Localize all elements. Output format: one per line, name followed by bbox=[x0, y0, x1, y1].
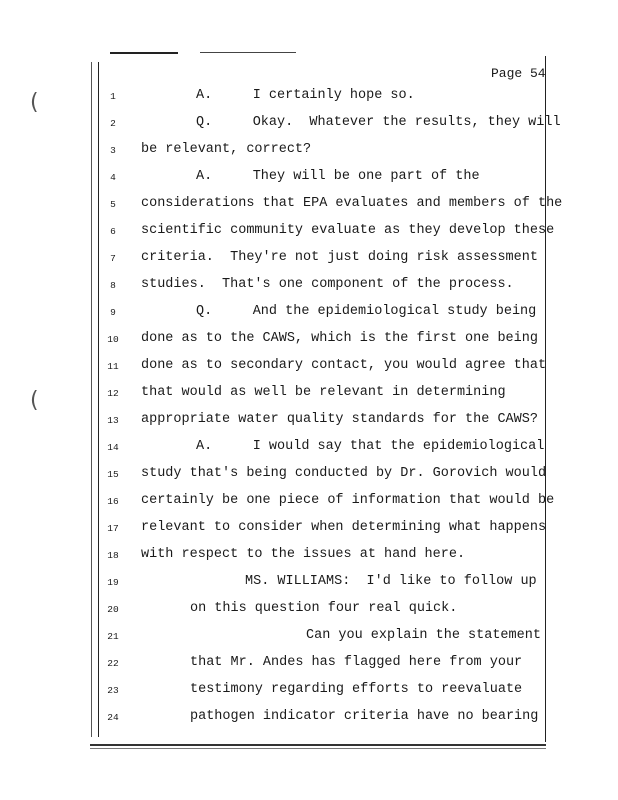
line-number: 3 bbox=[110, 145, 116, 156]
line-number: 10 bbox=[107, 334, 119, 345]
page-border-top bbox=[110, 52, 178, 54]
line-number: 8 bbox=[110, 280, 116, 291]
line-text: with respect to the issues at hand here. bbox=[141, 547, 466, 562]
transcript-line bbox=[0, 385, 618, 405]
line-text: study that's being conducted by Dr. Gorovich would bbox=[141, 466, 547, 481]
transcript-line bbox=[0, 655, 618, 675]
transcript-line bbox=[0, 439, 618, 459]
line-number: 2 bbox=[110, 118, 116, 129]
line-number: 11 bbox=[107, 361, 119, 372]
line-text: Can you explain the statement bbox=[306, 628, 541, 643]
page-border-bottom bbox=[90, 744, 546, 746]
line-text: criteria. They're not just doing risk assessment bbox=[141, 250, 538, 265]
page-border-top-segment bbox=[200, 52, 296, 53]
line-number: 5 bbox=[110, 199, 116, 210]
transcript-line bbox=[0, 250, 618, 270]
transcript-line bbox=[0, 304, 618, 324]
line-text: studies. That's one component of the process. bbox=[141, 277, 514, 292]
line-number: 13 bbox=[107, 415, 119, 426]
line-text: done as to secondary contact, you would agree that bbox=[141, 358, 547, 373]
transcript-line bbox=[0, 628, 618, 648]
line-number: 6 bbox=[110, 226, 116, 237]
line-number: 7 bbox=[110, 253, 116, 264]
transcript-line bbox=[0, 682, 618, 702]
page-number: Page 54 bbox=[491, 66, 546, 81]
line-number: 20 bbox=[107, 604, 119, 615]
line-text: that Mr. Andes has flagged here from your bbox=[190, 655, 523, 670]
line-text: considerations that EPA evaluates and members of the bbox=[141, 196, 563, 211]
line-number: 18 bbox=[107, 550, 119, 561]
line-number: 12 bbox=[107, 388, 119, 399]
binder-hole-mark: ( bbox=[30, 388, 39, 413]
line-number: 15 bbox=[107, 469, 119, 480]
transcript-line bbox=[0, 412, 618, 432]
transcript-line bbox=[0, 574, 618, 594]
line-number: 22 bbox=[107, 658, 119, 669]
line-number: 19 bbox=[107, 577, 119, 588]
line-number: 1 bbox=[110, 91, 116, 102]
line-text: appropriate water quality standards for the CAWS? bbox=[141, 412, 538, 427]
line-text: that would as well be relevant in determining bbox=[141, 385, 506, 400]
transcript-line bbox=[0, 223, 618, 243]
page-border-bottom-double bbox=[90, 748, 546, 749]
line-text: A. I would say that the epidemiological bbox=[196, 439, 545, 454]
line-number: 16 bbox=[107, 496, 119, 507]
line-text: certainly be one piece of information that would be bbox=[141, 493, 555, 508]
transcript-line bbox=[0, 142, 618, 162]
line-number: 24 bbox=[107, 712, 119, 723]
transcript-line bbox=[0, 547, 618, 567]
transcript-line bbox=[0, 466, 618, 486]
line-number: 17 bbox=[107, 523, 119, 534]
line-text: scientific community evaluate as they develop these bbox=[141, 223, 555, 238]
binder-hole-mark: ( bbox=[30, 90, 39, 115]
transcript-line bbox=[0, 601, 618, 621]
transcript-line bbox=[0, 331, 618, 351]
line-number: 4 bbox=[110, 172, 116, 183]
line-number: 21 bbox=[107, 631, 119, 642]
transcript-line bbox=[0, 196, 618, 216]
line-text: testimony regarding efforts to reevaluate bbox=[190, 682, 523, 697]
line-text: A. I certainly hope so. bbox=[196, 88, 415, 103]
transcript-line bbox=[0, 88, 618, 108]
transcript-line bbox=[0, 493, 618, 513]
transcript-line bbox=[0, 169, 618, 189]
transcript-line bbox=[0, 520, 618, 540]
line-text: done as to the CAWS, which is the first one being bbox=[141, 331, 538, 346]
transcript-line bbox=[0, 709, 618, 729]
transcript-line bbox=[0, 277, 618, 297]
line-text: be relevant, correct? bbox=[141, 142, 312, 157]
line-text: A. They will be one part of the bbox=[196, 169, 480, 184]
line-text: Q. Okay. Whatever the results, they will bbox=[196, 115, 561, 130]
line-text: on this question four real quick. bbox=[190, 601, 458, 616]
transcript-line bbox=[0, 358, 618, 378]
line-text: pathogen indicator criteria have no bearing bbox=[190, 709, 539, 724]
line-text: relevant to consider when determining what happens bbox=[141, 520, 547, 535]
line-number: 9 bbox=[110, 307, 116, 318]
line-number: 14 bbox=[107, 442, 119, 453]
line-text: MS. WILLIAMS: I'd like to follow up bbox=[245, 574, 537, 589]
line-text: Q. And the epidemiological study being bbox=[196, 304, 537, 319]
transcript-line bbox=[0, 115, 618, 135]
line-number: 23 bbox=[107, 685, 119, 696]
